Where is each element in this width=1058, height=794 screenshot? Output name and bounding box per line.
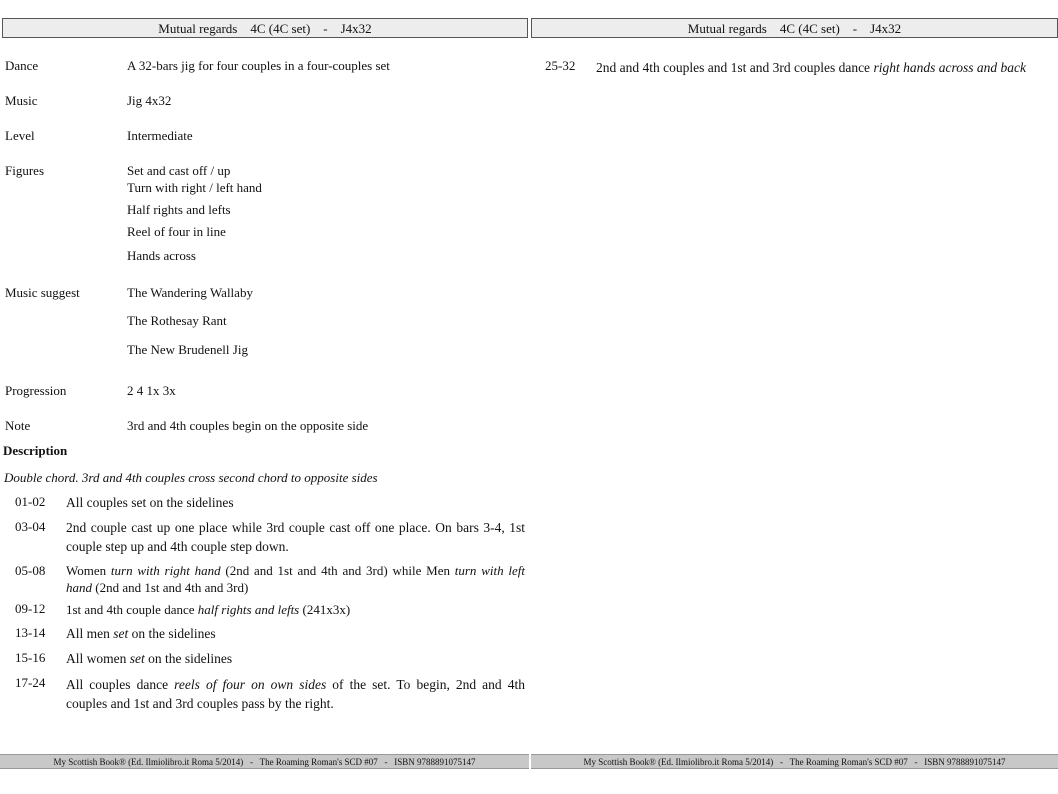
dance-label: Dance <box>5 58 39 73</box>
level-label: Level <box>5 128 35 143</box>
progression-label: Progression <box>5 383 67 398</box>
figure-item: Turn with right / left hand <box>127 180 262 195</box>
figure-text: 2nd couple cast up one place while 3rd couple cast off one place. On bars 3-4, 1st couple step up and 4th couple step down. <box>66 520 525 554</box>
bars-label: 09-12 <box>15 601 46 616</box>
figure-text: All couples dance reels of four on own sides of the set. To begin, 2nd and 4th couples and 1st and 3rd couples pass by the right. <box>66 677 525 711</box>
music-suggest-item: The Rothesay Rant <box>127 313 227 328</box>
music-value: Jig 4x32 <box>127 93 172 108</box>
figure-item: Hands across <box>127 248 196 263</box>
bars-label: 05-08 <box>15 563 46 578</box>
page-header: Mutual regards 4C (4C set) - J4x32 <box>2 18 528 38</box>
bars-label: 03-04 <box>15 519 46 534</box>
bars-label: 01-02 <box>15 494 46 509</box>
page-header: Mutual regards 4C (4C set) - J4x32 <box>531 18 1058 38</box>
page-footer: My Scottish Book® (Ed. Ilmiolibro.it Roma 5/2014) - The Roaming Roman's SCD #07 - ISBN 9788891075147 <box>531 754 1058 769</box>
level-value: Intermediate <box>127 128 193 143</box>
description-title: Description <box>3 443 68 458</box>
bars-label: 15-16 <box>15 650 46 665</box>
bars-label: 13-14 <box>15 625 46 640</box>
figure-item: Reel of four in line <box>127 224 226 239</box>
figure-text: All men set on the sidelines <box>66 626 216 641</box>
figure-text: 2nd and 4th couples and 1st and 3rd couples dance right hands across and back <box>596 60 1026 75</box>
figure-text: 1st and 4th couple dance half rights and lefts (241x3x) <box>66 602 351 617</box>
music-suggest-item: The New Brudenell Jig <box>127 342 248 357</box>
figure-item: Half rights and lefts <box>127 202 231 217</box>
figures-label: Figures <box>5 163 44 178</box>
music-suggest-label: Music suggest <box>5 285 80 300</box>
figure-item: Set and cast off / up <box>127 163 231 178</box>
music-label: Music <box>5 93 38 108</box>
music-suggest-item: The Wandering Wallaby <box>127 285 253 300</box>
note-label: Note <box>5 418 31 433</box>
bars-label: 25-32 <box>545 58 576 73</box>
right-page <box>529 0 1058 794</box>
description-intro: Double chord. 3rd and 4th couples cross second chord to opposite sides <box>4 470 378 485</box>
figure-text: All women set on the sidelines <box>66 651 233 666</box>
figure-text: Women turn with right hand (2nd and 1st and 4th and 3rd) while Men turn with left hand (2nd and 1st and 4th and 3rd) <box>66 563 525 595</box>
page-footer: My Scottish Book® (Ed. Ilmiolibro.it Roma 5/2014) - The Roaming Roman's SCD #07 - ISBN 9788891075147 <box>0 754 529 769</box>
figure-text: All couples set on the sidelines <box>66 495 234 510</box>
note-value: 3rd and 4th couples begin on the opposite side <box>127 418 369 433</box>
progression-value: 2 4 1x 3x <box>127 383 176 398</box>
bars-label: 17-24 <box>15 675 46 690</box>
dance-value: A 32-bars jig for four couples in a four-couples set <box>127 58 390 73</box>
